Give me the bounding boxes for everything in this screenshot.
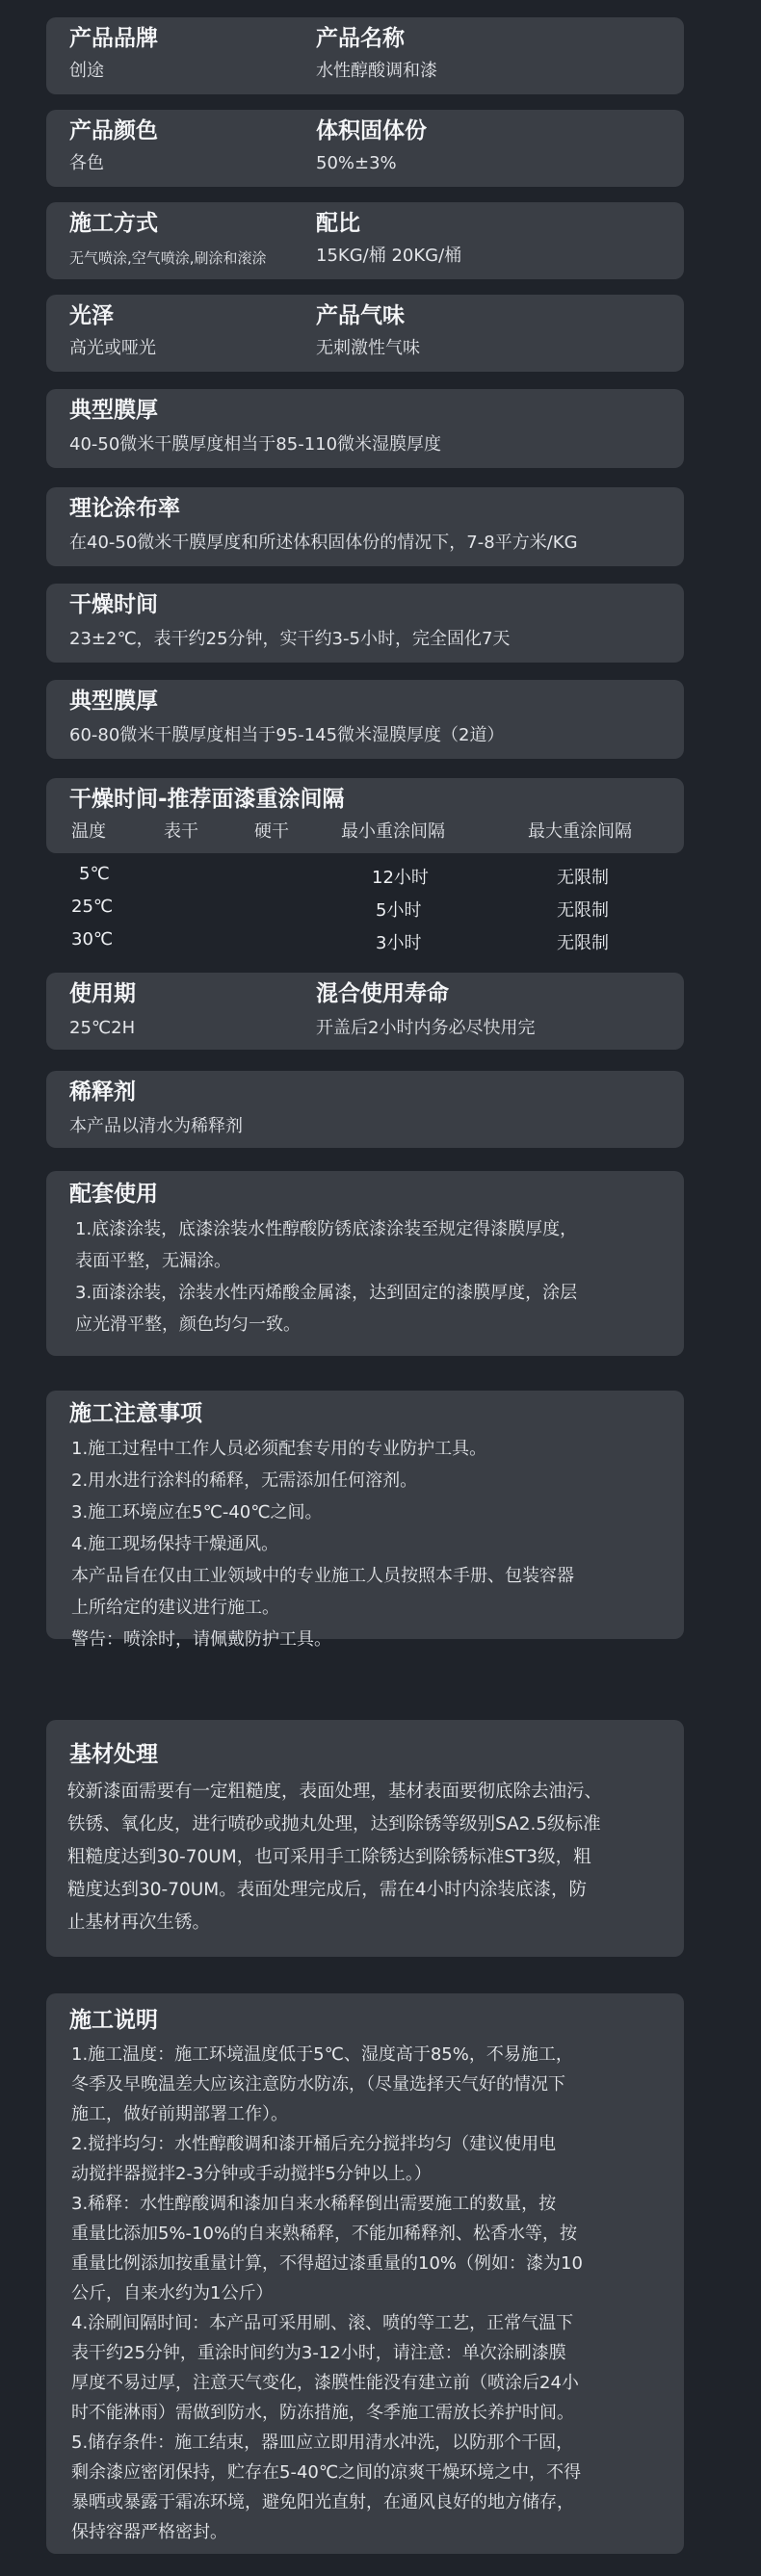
precautions-line: 本产品旨在仅由工业领域中的专业施工人员按照本手册、包装容器 (71, 1566, 574, 1586)
ratio-value: 15KG/桶 20KG/桶 (316, 246, 462, 266)
thinner-card (46, 1071, 684, 1148)
recoat-row-min: 5小时 (376, 900, 422, 921)
recoat-header-surface-dry: 表干 (164, 821, 198, 842)
spread-rate-card (46, 487, 684, 566)
substrate-line: 糙度达到30-70UM。表面处理完成后，需在4小时内涂装底漆，防 (67, 1880, 588, 1900)
pot-life-value: 开盖后2小时内务必尽快用完 (316, 1018, 536, 1038)
precautions-line: 上所给定的建议进行施工。 (71, 1598, 279, 1618)
gloss-card (46, 295, 684, 372)
instructions-line: 暴晒或暴露于霜冻环境，避免阳光直射，在通风良好的地方储存， (71, 2492, 574, 2512)
color-title: 产品颜色 (69, 118, 158, 143)
recoat-header-min: 最小重涂间隔 (341, 821, 445, 842)
method-title: 施工方式 (69, 211, 158, 236)
film-thickness-value: 40-50微米干膜厚度相当于85-110微米湿膜厚度 (69, 434, 442, 455)
instructions-line: 3.稀释：水性醇酸调和漆加自来水稀释倒出需要施工的数量，按 (71, 2194, 557, 2214)
precautions-line: 警告：喷涂时，请佩戴防护工具。 (71, 1629, 331, 1650)
drying-time-title: 干燥时间 (69, 592, 158, 617)
recoat-row-temp: 30℃ (71, 929, 114, 950)
recoat-row (46, 892, 684, 924)
precautions-line: 4.施工现场保持干燥通风。 (71, 1534, 279, 1554)
precautions-line: 1.施工过程中工作人员必须配套专用的专业防护工具。 (71, 1439, 487, 1459)
recoat-header-hard-dry: 硬干 (254, 821, 289, 842)
recoat-row-min: 12小时 (372, 868, 429, 888)
odor-title: 产品气味 (316, 303, 405, 328)
matching-line: 表面平整，无漏涂。 (75, 1251, 231, 1271)
solids-value: 50%±3% (316, 153, 397, 173)
odor-value: 无刺激性气味 (316, 338, 420, 358)
film-thickness-2-value: 60-80微米干膜厚度相当于95-145微米湿膜厚度（2道） (69, 725, 505, 745)
recoat-row-temp: 25℃ (71, 897, 114, 917)
color-value: 各色 (69, 153, 104, 173)
matching-card (46, 1171, 684, 1356)
instructions-line: 1.施工温度：施工环境温度低于5℃、湿度高于85%，不易施工， (71, 2044, 573, 2065)
recoat-row-temp: 5℃ (79, 864, 110, 884)
period-value: 25℃2H (69, 1018, 136, 1038)
substrate-card (46, 1720, 684, 1957)
gloss-title: 光泽 (69, 303, 114, 328)
instructions-text (71, 2040, 669, 2547)
film-thickness-2-title: 典型膜厚 (69, 689, 158, 714)
substrate-line: 较新漆面需要有一定粗糙度，表面处理，基材表面要彻底除去油污、 (67, 1782, 603, 1802)
method-value: 无气喷涂,空气喷涂,刷涂和滚涂 (69, 249, 267, 267)
matching-line: 3.面漆涂装，涂装水性丙烯酸金属漆，达到固定的漆膜厚度，涂层 (75, 1283, 578, 1303)
instructions-line: 冬季及早晚温差大应该注意防水防冻，（尽量选择天气好的情况下 (71, 2074, 565, 2095)
thinner-title: 稀释剂 (69, 1080, 136, 1105)
instructions-line: 4.涂刷间隔时间：本产品可采用刷、滚、喷的等工艺，正常气温下 (71, 2313, 574, 2333)
brand-title: 产品品牌 (69, 26, 158, 51)
instructions-line: 2.搅拌均匀：水性醇酸调和漆开桶后充分搅拌均匀（建议使用电 (71, 2134, 557, 2154)
film-thickness-title: 典型膜厚 (69, 398, 158, 423)
recoat-row-max: 无限制 (557, 900, 609, 921)
instructions-line: 施工，做好前期部署工作）。 (71, 2104, 288, 2124)
instructions-line: 时不能淋雨）需做到防水，防冻措施，冬季施工需放长养护时间。 (71, 2403, 574, 2423)
instructions-line: 表干约25分钟，重涂时间约为3-12小时，请注意：单次涂刷漆膜 (71, 2343, 566, 2363)
pot-life-title: 混合使用寿命 (316, 981, 449, 1006)
instructions-line: 保持容器严格密封。 (71, 2522, 227, 2542)
drying-time-card (46, 584, 684, 663)
spread-rate-value: 在40-50微米干膜厚度和所述体积固体份的情况下，7-8平方米/KG (69, 533, 578, 553)
precautions-title: 施工注意事项 (69, 1401, 202, 1426)
spread-rate-title: 理论涂布率 (69, 496, 180, 521)
product-name-title: 产品名称 (316, 26, 405, 51)
matching-line: 应光滑平整，颜色均匀一致。 (75, 1314, 301, 1335)
pot-life-card (46, 973, 684, 1050)
precautions-text (71, 1433, 661, 1655)
recoat-header-temp: 温度 (71, 821, 106, 842)
substrate-title: 基材处理 (69, 1742, 158, 1767)
substrate-line: 铁锈、氧化皮，进行喷砂或抛丸处理，达到除锈等级别SA2.5级标准 (67, 1814, 601, 1834)
ratio-title: 配比 (316, 211, 360, 236)
instructions-line: 重量比例添加按重量计算，不得超过漆重量的10%（例如：漆为10 (71, 2253, 583, 2274)
brand-value: 创途 (69, 61, 104, 81)
substrate-line: 粗糙度达到30-70UM，也可采用手工除锈达到除锈标准ST3级，粗 (67, 1847, 591, 1867)
recoat-card (46, 778, 684, 853)
recoat-row-max: 无限制 (557, 868, 609, 888)
instructions-title: 施工说明 (69, 2008, 158, 2033)
instructions-line: 重量比添加5%-10%的自来熟稀释，不能加稀释剂、松香水等，按 (71, 2224, 578, 2244)
recoat-row (46, 924, 684, 957)
gloss-value: 高光或哑光 (69, 338, 156, 358)
substrate-line: 止基材再次生锈。 (67, 1912, 211, 1933)
substrate-text (67, 1776, 665, 1939)
matching-text (75, 1213, 665, 1340)
drying-time-value: 23±2℃，表干约25分钟，实干约3-5小时，完全固化7天 (69, 629, 511, 649)
brand-card (46, 17, 684, 94)
instructions-line: 厚度不易过厚，注意天气变化，漆膜性能没有建立前（喷涂后24小 (71, 2373, 579, 2393)
instructions-line: 公斤，自来水约为1公斤） (71, 2283, 274, 2303)
thinner-value: 本产品以清水为稀释剂 (69, 1116, 243, 1136)
method-card (46, 202, 684, 279)
product-name-value: 水性醇酸调和漆 (316, 61, 437, 81)
recoat-row-max: 无限制 (557, 933, 609, 953)
instructions-line: 动搅拌器搅拌2-3分钟或手动搅拌5分钟以上。） (71, 2164, 432, 2184)
recoat-header-max: 最大重涂间隔 (528, 821, 632, 842)
film-thickness-2-card (46, 680, 684, 759)
recoat-row (46, 859, 684, 892)
film-thickness-card (46, 389, 684, 468)
precautions-line: 3.施工环境应在5℃-40℃之间。 (71, 1502, 323, 1522)
precautions-line: 2.用水进行涂料的稀释，无需添加任何溶剂。 (71, 1470, 418, 1491)
instructions-line: 剩余漆应密闭保持，贮存在5-40℃之间的凉爽干燥环境之中，不得 (71, 2462, 582, 2483)
solids-title: 体积固体份 (316, 118, 427, 143)
period-title: 使用期 (69, 981, 136, 1006)
precautions-card (46, 1391, 684, 1650)
instructions-line: 5.储存条件：施工结束，器皿应立即用清水冲洗，以防那个干固， (71, 2433, 574, 2453)
recoat-row-min: 3小时 (376, 933, 422, 953)
recoat-title: 干燥时间-推荐面漆重涂间隔 (69, 787, 345, 812)
color-card (46, 110, 684, 187)
instructions-card (46, 1993, 684, 2554)
matching-line: 1.底漆涂装，底漆涂装水性醇酸防锈底漆涂装至规定得漆膜厚度， (75, 1219, 578, 1239)
matching-title: 配套使用 (69, 1182, 158, 1207)
